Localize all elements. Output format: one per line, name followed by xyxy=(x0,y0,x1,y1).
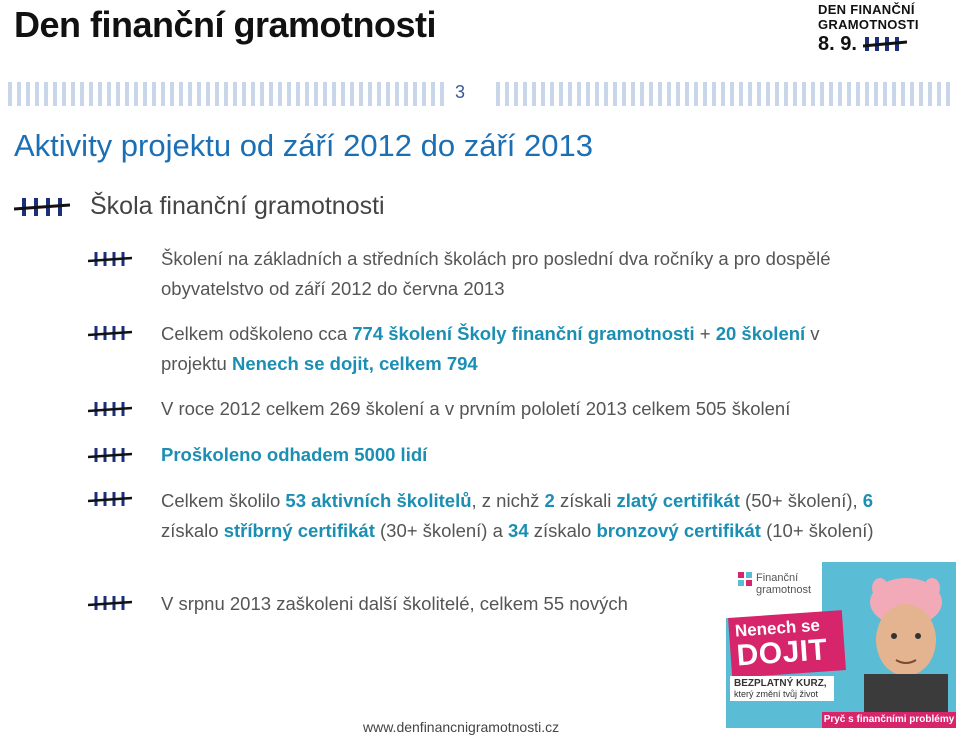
highlight-span: Nenech se dojit, celkem 794 xyxy=(231,353,478,374)
logo-line-2: GRAMOTNOSTI xyxy=(818,17,919,32)
bullet-total-trainings xyxy=(161,319,881,379)
logo-line-1: DEN FINANČNÍ xyxy=(818,2,915,17)
highlight-span: 20 školení xyxy=(715,323,806,344)
bullet-trainers xyxy=(161,486,881,546)
page-title: Den finanční gramotnosti xyxy=(14,4,437,45)
tally-mark-icon xyxy=(14,195,70,219)
highlight-span: 34 xyxy=(508,520,529,541)
tally-mark-icon xyxy=(88,490,132,508)
text-span: získali xyxy=(554,490,617,511)
poster-headline xyxy=(728,610,846,678)
tally-mark-icon xyxy=(88,446,132,464)
poster-logo-area xyxy=(726,562,822,618)
highlight-span: 53 aktivních školitelů xyxy=(285,490,472,511)
person-illustration xyxy=(846,562,956,712)
logo-date: 8. 9. xyxy=(818,33,857,55)
text-span: (10+ školení) xyxy=(760,520,874,541)
decorative-stripe-left xyxy=(8,82,446,106)
tally-mark-icon xyxy=(863,35,907,53)
text-span: Celkem školilo xyxy=(161,490,286,511)
logo-date-row xyxy=(818,32,948,56)
poster-logo-line-1: Finanční xyxy=(756,572,799,584)
text-span: získalo xyxy=(161,520,224,541)
campaign-poster xyxy=(726,562,956,728)
text-span: získalo xyxy=(528,520,597,541)
decorative-stripe-right xyxy=(496,82,952,106)
highlight-span: 6 xyxy=(862,490,874,511)
bullet-new-trainers: V srpnu 2013 zaškoleni další školitelé, celkem 55 nových xyxy=(161,593,628,614)
event-logo xyxy=(818,2,948,56)
highlight-span: 2 xyxy=(544,490,555,511)
text-span: v projektu xyxy=(161,323,820,374)
tally-mark-icon xyxy=(88,250,132,268)
highlight-span: 774 školení Školy finanční gramotnosti xyxy=(352,323,695,344)
page-number: 3 xyxy=(455,82,466,102)
poster-course-subtitle: který změní tvůj život xyxy=(734,689,819,699)
tally-mark-icon xyxy=(88,324,132,342)
slide-subtitle: Aktivity projektu od září 2012 do září 2013 xyxy=(14,128,593,163)
poster-bottom-banner: Pryč s finančními problémy xyxy=(822,712,956,728)
bullet-training-schools: Školení na základních a středních školách pro poslední dva ročníky a pro dospělé obyvatelstvo od září 2012 do června 2013 xyxy=(161,248,831,299)
poster-logo-line-2: gramotnost xyxy=(756,584,812,596)
text-span: (50+ školení), xyxy=(739,490,863,511)
highlight-span: stříbrný certifikát xyxy=(223,520,375,541)
brand-mark-icon xyxy=(738,572,752,586)
text-span: (30+ školení) a xyxy=(374,520,509,541)
text-span: Celkem odškoleno cca xyxy=(161,323,353,344)
main-item-label: Škola finanční gramotnosti xyxy=(90,192,385,220)
poster-course-box xyxy=(730,676,834,701)
bullet-year-stats: V roce 2012 celkem 269 školení a v prvním pololetí 2013 celkem 505 školení xyxy=(161,398,791,419)
tally-mark-icon xyxy=(88,594,132,612)
poster-headline-line-1: Nenech se xyxy=(734,615,821,641)
highlight-span: bronzový certifikát xyxy=(596,520,761,541)
tally-mark-icon xyxy=(88,400,132,418)
main-bullet-item xyxy=(14,192,385,221)
bullet-people-trained: Proškoleno odhadem 5000 lidí xyxy=(161,444,428,465)
footer-url: www.denfinancnigramotnosti.cz xyxy=(363,719,560,735)
poster-logo-text xyxy=(756,572,811,596)
poster-course-title: BEZPLATNÝ KURZ, xyxy=(734,678,827,689)
poster-headline-line-2: DOJIT xyxy=(735,633,829,673)
text-span: , z nichž xyxy=(471,490,545,511)
text-span: + xyxy=(694,323,716,344)
highlight-span: zlatý certifikát xyxy=(616,490,740,511)
